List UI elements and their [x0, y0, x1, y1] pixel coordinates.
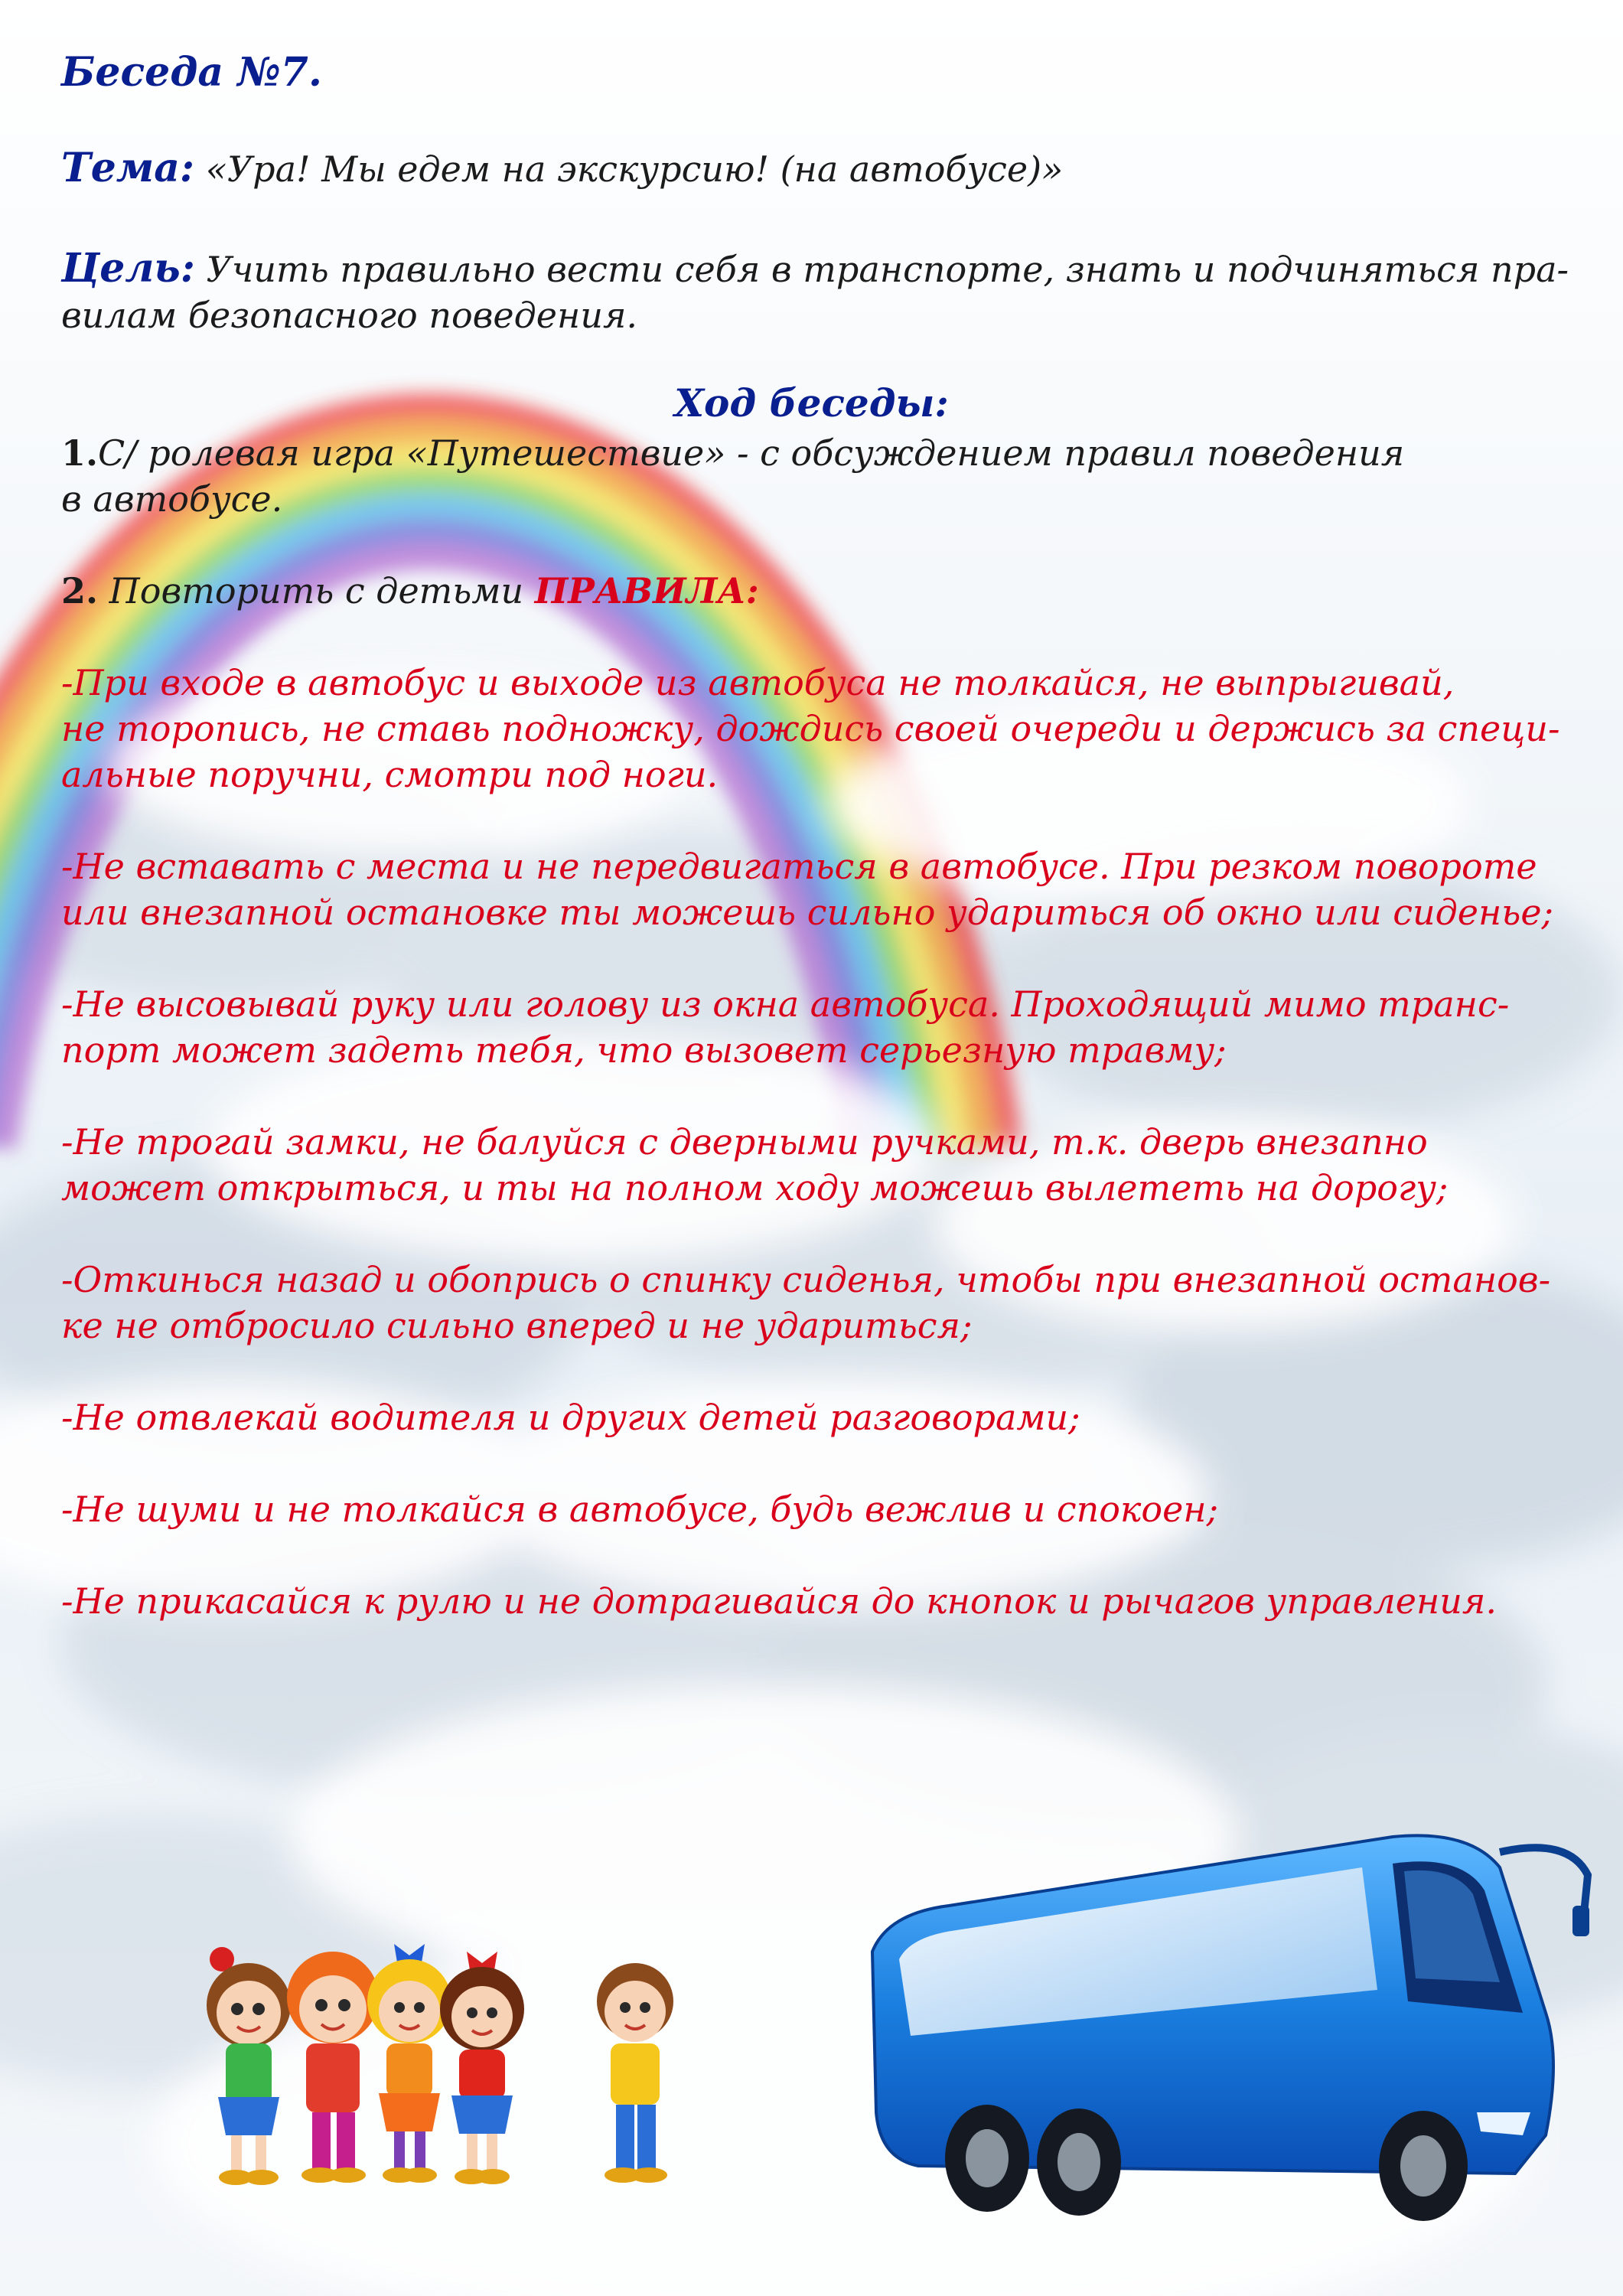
rule-line: -Не шуми и не толкайся в автобусе, будь вежлив и спокоен; [61, 1489, 1219, 1530]
rule-item [61, 1257, 1584, 1349]
goal-text-2: вилам безопасного поведения. [61, 295, 638, 336]
topic-text: «Ура! Мы едем на экскурсию! (на автобусе)» [205, 148, 1064, 190]
children-illustration [176, 1929, 727, 2204]
child-figure [367, 1944, 451, 2183]
rule-item [61, 660, 1584, 797]
rule-item [61, 1578, 1584, 1624]
bus-wheel [1379, 2111, 1468, 2221]
step1-text-1: С/ ролевая игра «Путешествие» - с обсуждением правил поведения [98, 432, 1405, 474]
step2-number: 2. [61, 570, 99, 612]
bus-illustration [857, 1806, 1607, 2235]
rule-line: ке не отбросило сильно вперед и не удариться; [61, 1305, 973, 1346]
child-figure [440, 1952, 524, 2184]
rules-label: ПРАВИЛА: [534, 570, 759, 612]
rule-line: или внезапной остановке ты можешь сильно удариться об окно или сиденье; [61, 892, 1554, 933]
topic-line [61, 145, 1584, 192]
step1-number: 1. [61, 432, 99, 474]
page-title: Беседа №7. [61, 49, 323, 96]
rule-item [61, 1486, 1584, 1532]
rule-line: -Не прикасайся к рулю и не дотрагивайся до кнопок и рычагов управления. [61, 1580, 1498, 1622]
step1-text-2: в автобусе. [61, 478, 283, 520]
rule-item [61, 843, 1584, 935]
rule-item [61, 1119, 1584, 1211]
rule-line: -Не высовывай руку или голову из окна автобуса. Проходящий мимо транс- [61, 983, 1510, 1025]
rule-line: -Не трогай замки, не балуйся с дверными ручками, т.к. дверь внезапно [61, 1121, 1428, 1163]
child-figure [207, 1947, 291, 2185]
rule-line: -При входе в автобус и выходе из автобуса не толкайся, не выпрыгивай, [61, 662, 1455, 703]
rules-list [61, 660, 1584, 1624]
child-figure [287, 1952, 379, 2183]
goal-label: Цель: [61, 245, 195, 292]
goal-line-1 [61, 246, 1584, 292]
rule-line: -Не вставать с места и не передвигаться в автобусе. При резком повороте [61, 846, 1537, 887]
rule-line: альные поручни, смотри под ноги. [61, 754, 719, 795]
rule-item [61, 1394, 1584, 1440]
child-figure [597, 1963, 673, 2183]
rule-line: порт может задеть тебя, что вызовет серьезную травму; [61, 1029, 1227, 1071]
bus-wheel [1037, 2108, 1121, 2216]
rule-line: может открыться, и ты на полном ходу можешь вылететь на дорогу; [61, 1167, 1449, 1208]
rule-line: не торопись, не ставь подножку, дождись своей очереди и держись за специ- [61, 708, 1560, 749]
course-heading: Ход беседы: [674, 380, 949, 426]
rule-line: -Не отвлекай водителя и других детей разговорами; [61, 1397, 1080, 1438]
step1-line-1 [61, 430, 1584, 476]
topic-label: Тема: [61, 145, 195, 191]
text-content [61, 46, 1584, 1624]
rule-line: -Откинься назад и обопрись о спинку сиденья, чтобы при внезапной останов- [61, 1259, 1551, 1300]
rule-item [61, 981, 1584, 1073]
goal-text-1: Учить правильно вести себя в транспорте, знать и подчиняться пра- [206, 249, 1569, 290]
step2-text: Повторить с детьми [109, 570, 535, 612]
bus-wheel [945, 2105, 1029, 2212]
step2-line [61, 568, 1584, 614]
